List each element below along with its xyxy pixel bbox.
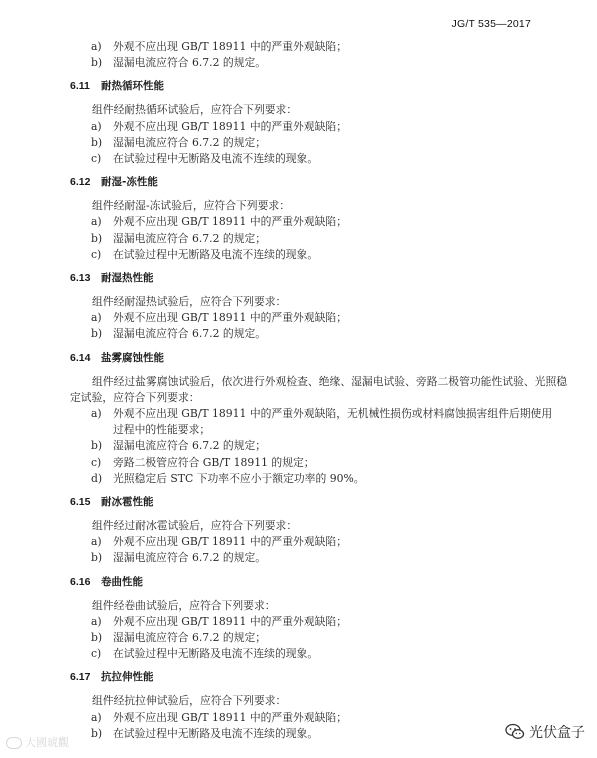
section-title: 耐冰雹性能 [101,496,154,508]
section-title: 耐热循环性能 [101,80,164,93]
list-item-marker: a) [91,710,102,724]
list-item-marker: c) [91,247,102,261]
list-item-marker: b) [91,327,103,341]
list-item-marker: b) [91,551,103,565]
list-item-text: 湿漏电流应符合 6.7.2 的规定； [113,631,267,644]
list-item-text: 光照稳定后 STC 下功率不应小于额定功率的 90%。 [113,471,365,485]
paragraph-text: 组件经过盐雾腐蚀试验后，依次进行外观检查、绝缘、湿漏电试验、旁路二极管功能性试验、光照稳 [92,374,568,388]
list-item-text: 湿漏电流应符合 6.7.2 的规定。 [113,551,267,565]
list-item-text: 过程中的性能要求； [113,423,211,437]
list-item-text: 外观不应出现 GB/T 18911 中的严重外观缺陷； [113,215,347,229]
list-item-text: 外观不应出现 GB/T 18911 中的严重外观缺陷； [113,710,347,724]
list-item-marker: c) [91,152,102,165]
watermark-logo-icon [6,737,22,749]
section-number: 6.15 [70,496,91,508]
list-item-marker: b) [91,135,103,149]
section-number: 6.16 [70,575,91,588]
paragraph-text: 组件经过耐冰雹试验后，应符合下列要求： [92,519,298,532]
account-watermark [505,722,585,742]
list-item-marker: b) [91,726,103,740]
paragraph-text: 组件经耐热循环试验后，应符合下列要求： [92,103,298,117]
list-item-marker: a) [91,40,102,53]
section-number: 6.11 [70,80,90,93]
list-item-text: 湿漏电流应符合 6.7.2 的规定； [113,135,267,149]
paragraph-text: 组件经抗拉伸试验后，应符合下列要求： [92,694,287,708]
list-item-marker: a) [91,535,102,549]
list-item-marker: a) [91,215,102,229]
paragraph-text: 组件经耐湿-冻试验后，应符合下列要求： [92,199,290,213]
list-item-marker: a) [91,119,102,133]
section-title: 盐雾腐蚀性能 [101,351,164,364]
paragraph-text: 定试验，应符合下列要求： [70,390,200,404]
list-item-text: 在试验过程中无断路及电流不连续的现象。 [113,247,319,261]
list-item-marker: a) [91,407,102,420]
section-number: 6.14 [70,351,91,364]
section-number: 6.17 [70,671,91,684]
paragraph-text: 组件经耐湿热试验后，应符合下列要求： [92,295,287,308]
list-item-marker: a) [91,614,102,628]
list-item-text: 外观不应出现 GB/T 18911 中的严重外观缺陷； [113,119,347,133]
watermark-text: 大國琥觀 [25,736,69,749]
list-item-text: 外观不应出现 GB/T 18911 中的严重外观缺陷； [113,614,347,628]
section-title: 抗拉伸性能 [101,671,154,684]
standard-code-header: JG/T 535—2017 [451,18,531,30]
section-title: 卷曲性能 [101,575,143,588]
list-item-text: 湿漏电流应符合 6.7.2 的规定； [113,439,267,453]
list-item-text: 湿漏电流应符合 6.7.2 的规定。 [113,327,267,341]
list-item-marker: a) [91,311,102,325]
account-name: 光伏盒子 [529,725,585,741]
list-item-marker: b) [91,231,103,245]
list-item-text: 湿漏电流应符合 6.7.2 的规定。 [113,56,267,70]
section-title: 耐湿热性能 [101,272,154,284]
list-item-text: 在试验过程中无断路及电流不连续的现象。 [113,726,319,740]
list-item-marker: b) [91,439,103,453]
list-item-text: 在试验过程中无断路及电流不连续的现象。 [113,152,319,165]
list-item-text: 外观不应出现 GB/T 18911 中的严重外观缺陷，无机械性损伤或材料腐蚀损害组件后期使用 [113,407,553,420]
list-item-marker: b) [91,631,103,644]
list-item-text: 在试验过程中无断路及电流不连续的现象。 [113,647,319,661]
list-item-text: 旁路二极管应符合 GB/T 18911 的规定； [113,455,315,469]
list-item-marker: b) [91,56,103,70]
wechat-icon [505,723,525,741]
paragraph-text: 组件经卷曲试验后，应符合下列要求： [92,598,276,612]
list-item-text: 湿漏电流应符合 6.7.2 的规定； [113,231,267,245]
section-number: 6.13 [70,272,91,284]
list-item-text: 外观不应出现 GB/T 18911 中的严重外观缺陷； [113,535,347,549]
list-item-text: 外观不应出现 GB/T 18911 中的严重外观缺陷； [113,311,347,325]
section-title: 耐湿-冻性能 [101,176,158,189]
list-item-text: 外观不应出现 GB/T 18911 中的严重外观缺陷； [113,40,347,53]
section-number: 6.12 [70,176,91,189]
list-item-marker: c) [91,647,102,661]
source-watermark [6,734,69,750]
list-item-marker: d) [91,471,103,485]
list-item-marker: c) [91,455,102,469]
